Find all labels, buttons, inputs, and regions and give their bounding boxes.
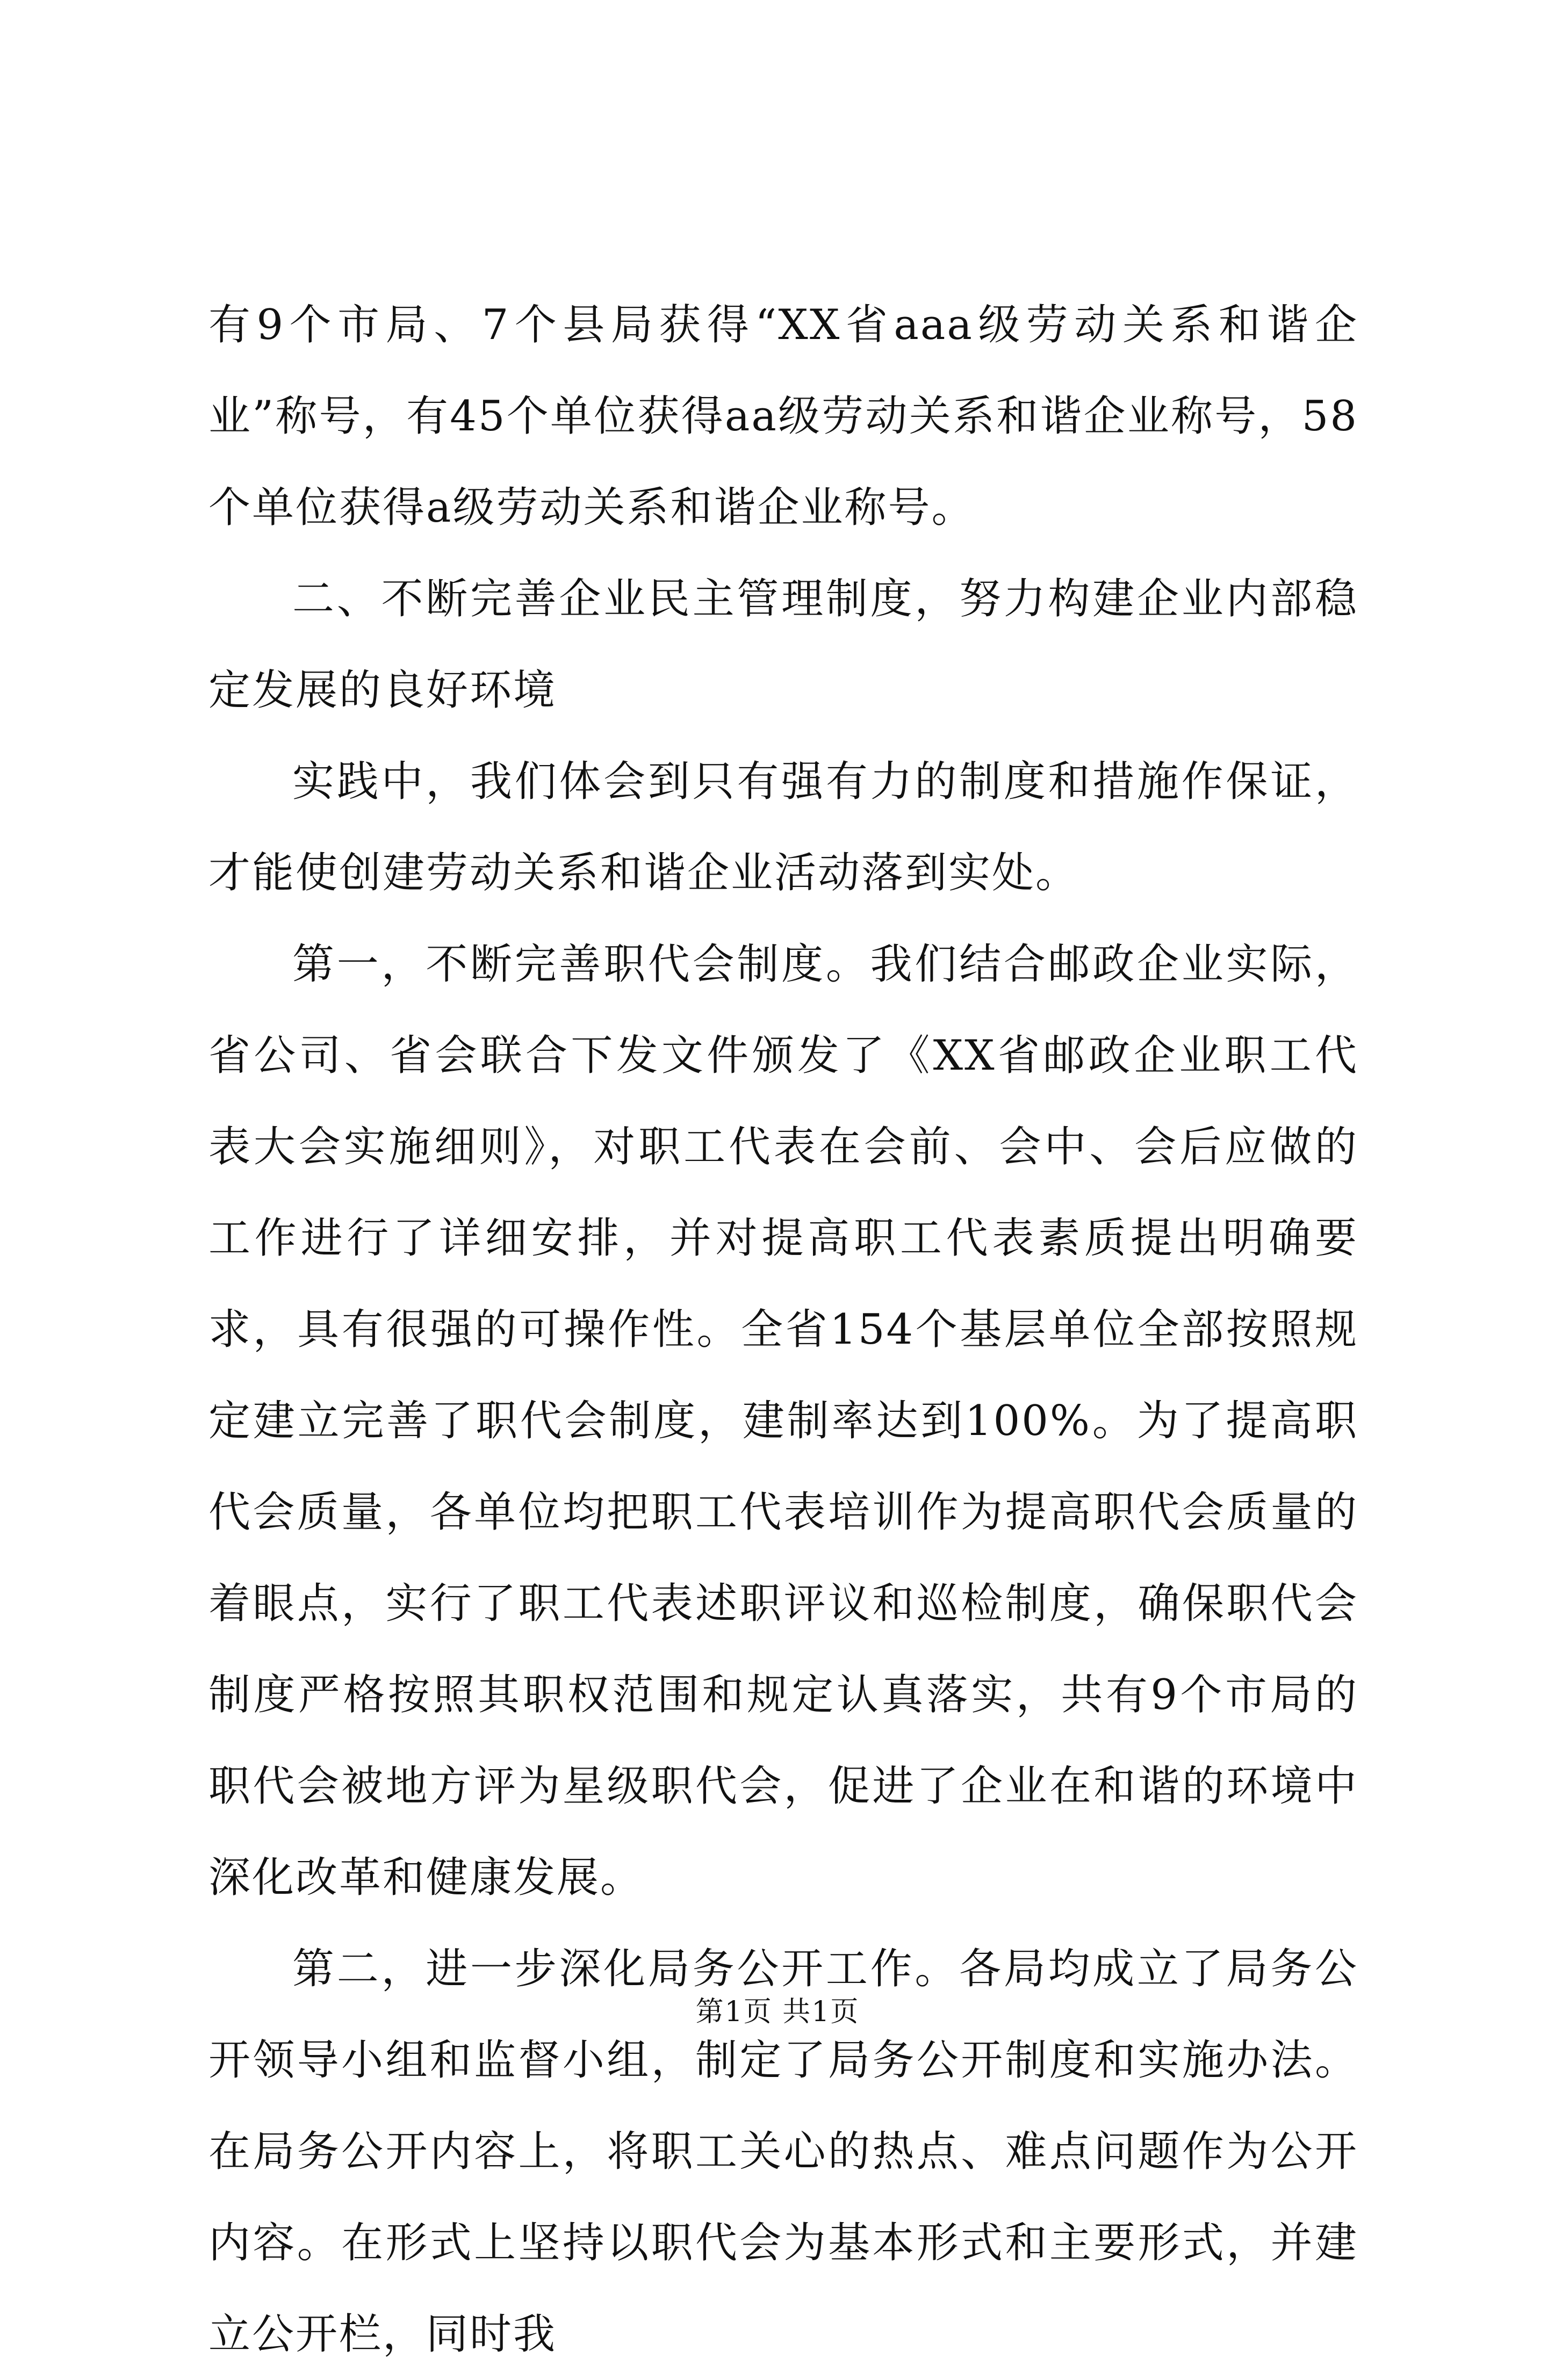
paragraph-continuation: 有9个市局、7个县局获得“XX省aaa级劳动关系和谐企业”称号，有45个单位获得aa级劳动关系和谐企业称号，58个单位获得a级劳动关系和谐企业称号。 <box>208 301 1358 532</box>
document-body <box>208 279 1358 2380</box>
paragraph-second-point: 第二，进一步深化局务公开工作。各局均成立了局务公开领导小组和监督小组，制定了局务公开制度和实施办法。在局务公开内容上，将职工关心的热点、难点问题作为公开内容。在形式上坚持以职代会为基本形式和主要形式，并建立公开栏，同时我 <box>208 1945 1358 2359</box>
page-number-footer: 第1页 共1页 <box>695 1996 860 2028</box>
paragraph-practice: 实践中，我们体会到只有强有力的制度和措施作保证，才能使创建劳动关系和谐企业活动落到实处。 <box>208 758 1358 897</box>
section-heading: 二、不断完善企业民主管理制度，努力构建企业内部稳定发展的良好环境 <box>208 575 1358 715</box>
paragraph-first-point: 第一，不断完善职代会制度。我们结合邮政企业实际，省公司、省会联合下发文件颁发了《XX省邮政企业职工代表大会实施细则》，对职工代表在会前、会中、会后应做的工作进行了详细安排，并对提高职工代表素质提出明确要求，具有很强的可操作性。全省154个基层单位全部按照规定建立完善了职代会制度，建制率达到100%。为了提高职代会质量，各单位均把职工代表培训作为提高职代会质量的着眼点，实行了职工代表述职评议和巡检制度，确保职代会制度严格按照其职权范围和规定认真落实，共有9个市局的职代会被地方评为星级职代会，促进了企业在和谐的环境中深化改革和健康发展。 <box>208 940 1358 1902</box>
